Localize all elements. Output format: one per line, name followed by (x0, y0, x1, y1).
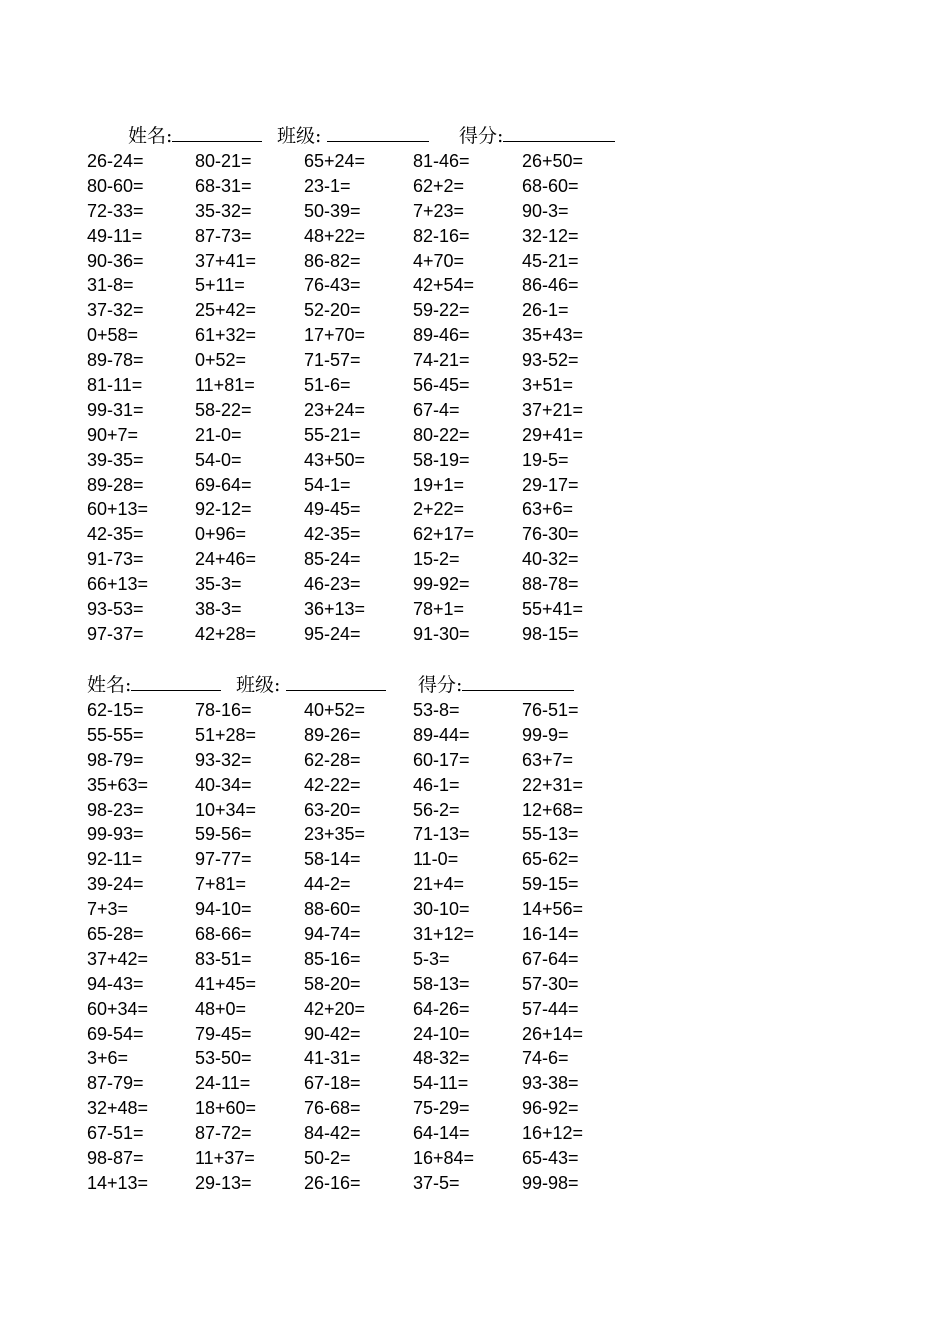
score-label: 得分: (418, 674, 463, 696)
math-problem: 11-0= (413, 849, 459, 870)
math-problem: 48+22= (304, 225, 366, 246)
math-problem: 98-15= (522, 623, 579, 644)
math-problem: 35+43= (522, 325, 584, 346)
math-problem: 41-31= (304, 1048, 361, 1069)
math-problem: 54-1= (304, 474, 351, 495)
math-problem: 62+2= (413, 175, 465, 196)
worksheet-2 (0, 670, 950, 1196)
math-problem: 3+51= (522, 375, 574, 396)
math-problem: 93-53= (87, 599, 144, 620)
math-problem: 85-16= (304, 948, 361, 969)
math-problem: 55+41= (522, 599, 584, 620)
math-problem: 94-74= (304, 924, 361, 945)
problem-row (0, 273, 950, 298)
math-problem: 76-51= (522, 700, 579, 720)
math-problem: 80-22= (413, 424, 470, 445)
math-problem: 26-1= (522, 300, 569, 321)
math-problem: 19-5= (522, 449, 569, 470)
math-problem: 91-73= (87, 549, 144, 570)
problem-row (0, 798, 950, 823)
problem-row (0, 298, 950, 323)
problem-row (0, 398, 950, 423)
score-field (459, 121, 615, 150)
math-problem: 54-0= (195, 449, 242, 470)
problem-row (0, 547, 950, 572)
math-problem: 91-30= (413, 623, 470, 644)
problem-row (0, 473, 950, 498)
math-problem: 42+20= (304, 998, 366, 1019)
math-problem: 93-32= (195, 749, 252, 770)
math-problem: 74-6= (522, 1048, 569, 1069)
math-problem: 90-36= (87, 250, 144, 271)
math-problem: 63-20= (304, 799, 361, 820)
math-problem: 83-51= (195, 948, 252, 969)
math-problem: 38-3= (195, 599, 242, 620)
math-problem: 49-45= (304, 499, 361, 520)
math-problem: 16+12= (522, 1123, 584, 1144)
problem-row (0, 723, 950, 748)
problem-row (0, 872, 950, 897)
math-problem: 5-3= (413, 948, 450, 969)
problem-row (0, 1121, 950, 1146)
math-problem: 74-21= (413, 350, 470, 371)
worksheet-1 (0, 121, 950, 647)
problem-row (0, 174, 950, 199)
math-problem: 80-21= (195, 151, 252, 171)
problem-row (0, 199, 950, 224)
math-problem: 2+22= (413, 499, 465, 520)
math-problem: 76-30= (522, 524, 579, 545)
math-problem: 98-23= (87, 799, 144, 820)
math-problem: 81-46= (413, 151, 470, 171)
math-problem: 14+13= (87, 1172, 149, 1193)
problem-row (0, 847, 950, 872)
math-problem: 87-73= (195, 225, 252, 246)
problem-row (0, 1071, 950, 1096)
math-problem: 43+50= (304, 449, 366, 470)
math-problem: 46-23= (304, 574, 361, 595)
score-label: 得分: (459, 125, 504, 147)
math-problem: 42+54= (413, 275, 475, 296)
math-problem: 69-54= (87, 1023, 144, 1044)
math-problem: 58-19= (413, 449, 470, 470)
math-problem: 90+7= (87, 424, 139, 445)
score-blank[interactable] (503, 121, 615, 142)
math-problem: 40-34= (195, 774, 252, 795)
math-problem: 51-6= (304, 375, 351, 396)
math-problem: 78+1= (413, 599, 465, 620)
math-problem: 52-20= (304, 300, 361, 321)
math-problem: 30-10= (413, 899, 470, 920)
math-problem: 26-16= (304, 1172, 361, 1193)
problem-row (0, 622, 950, 647)
math-problem: 26+50= (522, 151, 584, 171)
math-problem: 39-24= (87, 874, 144, 895)
math-problem: 63+6= (522, 499, 574, 520)
math-problem: 54-11= (413, 1073, 469, 1094)
problem-row (0, 897, 950, 922)
math-problem: 98-87= (87, 1148, 144, 1169)
problem-row (0, 1096, 950, 1121)
math-problem: 64-14= (413, 1123, 470, 1144)
math-problem: 40-32= (522, 549, 579, 570)
math-problem: 57-30= (522, 973, 579, 994)
math-problem: 11+37= (195, 1148, 255, 1169)
math-problem: 55-13= (522, 824, 579, 845)
score-blank[interactable] (462, 670, 574, 691)
math-problem: 35+63= (87, 774, 149, 795)
problem-row (0, 1022, 950, 1047)
math-problem: 61+32= (195, 325, 257, 346)
math-problem: 81-11= (87, 375, 143, 396)
math-problem: 58-22= (195, 399, 252, 420)
problem-row (0, 448, 950, 473)
problem-row (0, 947, 950, 972)
math-problem: 12+68= (522, 799, 584, 820)
math-problem: 14+56= (522, 899, 584, 920)
math-problem: 57-44= (522, 998, 579, 1019)
math-problem: 48+0= (195, 998, 247, 1019)
math-problem: 99-98= (522, 1172, 579, 1193)
problem-row (0, 224, 950, 249)
math-problem: 68-31= (195, 175, 252, 196)
math-problem: 37-5= (413, 1172, 460, 1193)
math-problem: 97-37= (87, 623, 144, 644)
math-problem: 58-20= (304, 973, 361, 994)
name-blank[interactable] (172, 121, 262, 142)
problem-row (0, 572, 950, 597)
math-problem: 56-45= (413, 375, 470, 396)
math-problem: 86-82= (304, 250, 361, 271)
problem-row (0, 972, 950, 997)
class-label: 班级: (236, 674, 281, 696)
math-problem: 96-92= (522, 1098, 579, 1119)
name-label: 姓名: (87, 674, 132, 696)
math-problem: 37+41= (195, 250, 257, 271)
math-problem: 5+11= (195, 275, 245, 296)
math-problem: 37+42= (87, 948, 149, 969)
math-problem: 17+70= (304, 325, 366, 346)
math-problem: 23+35= (304, 824, 366, 845)
math-problem: 75-29= (413, 1098, 470, 1119)
math-problem: 59-22= (413, 300, 470, 321)
math-problem: 25+42= (195, 300, 257, 321)
problem-row (0, 249, 950, 274)
math-problem: 0+52= (195, 350, 247, 371)
math-problem: 62-28= (304, 749, 361, 770)
math-problem: 7+81= (195, 874, 247, 895)
math-problem: 82-16= (413, 225, 470, 246)
math-problem: 40+52= (304, 700, 366, 720)
worksheet-header (0, 121, 950, 149)
math-problem: 58-13= (413, 973, 470, 994)
math-problem: 19+1= (413, 474, 465, 495)
math-problem: 65-43= (522, 1148, 579, 1169)
math-problem: 87-79= (87, 1073, 144, 1094)
class-blank[interactable] (286, 670, 386, 691)
math-problem: 51+28= (195, 724, 257, 745)
math-problem: 99-31= (87, 399, 144, 420)
math-problem: 92-12= (195, 499, 252, 520)
math-problem: 71-57= (304, 350, 361, 371)
math-problem: 80-60= (87, 175, 144, 196)
math-problem: 98-79= (87, 749, 144, 770)
math-problem: 88-78= (522, 574, 579, 595)
math-problem: 21+4= (413, 874, 465, 895)
math-problem: 90-42= (304, 1023, 361, 1044)
math-problem: 0+58= (87, 325, 139, 346)
math-problem: 67-4= (413, 399, 460, 420)
math-problem: 32-12= (522, 225, 579, 246)
math-problem: 31+12= (413, 924, 475, 945)
math-problem: 23+24= (304, 399, 366, 420)
math-problem: 56-2= (413, 799, 460, 820)
class-field (277, 121, 429, 150)
math-problem: 78-16= (195, 700, 252, 720)
math-problem: 45-21= (522, 250, 579, 271)
math-problem: 93-52= (522, 350, 579, 371)
math-problem: 93-38= (522, 1073, 579, 1094)
math-problem: 37+21= (522, 399, 584, 420)
problem-row (0, 348, 950, 373)
class-blank[interactable] (327, 121, 429, 142)
math-problem: 7+3= (87, 899, 129, 920)
math-problem: 7+23= (413, 200, 465, 221)
math-problem: 23-1= (304, 175, 351, 196)
math-problem: 62+17= (413, 524, 475, 545)
worksheet-header (0, 670, 950, 698)
math-problem: 16-14= (522, 924, 579, 945)
problem-row (0, 423, 950, 448)
problem-row (0, 149, 950, 174)
math-problem: 36+13= (304, 599, 366, 620)
math-problem: 95-24= (304, 623, 361, 644)
math-problem: 16+84= (413, 1148, 475, 1169)
math-problem: 42+28= (195, 623, 257, 644)
math-problem: 87-72= (195, 1123, 252, 1144)
math-problem: 60+13= (87, 499, 149, 520)
math-problem: 48-32= (413, 1048, 470, 1069)
math-problem: 44-2= (304, 874, 351, 895)
math-problem: 86-46= (522, 275, 579, 296)
math-problem: 63+7= (522, 749, 574, 770)
math-problem: 49-11= (87, 225, 143, 246)
problem-row (0, 323, 950, 348)
math-problem: 89-44= (413, 724, 470, 745)
math-problem: 97-77= (195, 849, 252, 870)
math-problem: 35-32= (195, 200, 252, 221)
math-problem: 65-28= (87, 924, 144, 945)
math-problem: 67-51= (87, 1123, 144, 1144)
math-problem: 29-17= (522, 474, 579, 495)
math-problem: 64-26= (413, 998, 470, 1019)
math-problem: 89-78= (87, 350, 144, 371)
name-field (87, 670, 221, 699)
math-problem: 92-11= (87, 849, 143, 870)
math-problem: 99-9= (522, 724, 569, 745)
math-problem: 89-28= (87, 474, 144, 495)
problem-row (0, 522, 950, 547)
math-problem: 42-35= (304, 524, 361, 545)
math-problem: 3+6= (87, 1048, 129, 1069)
problem-row (0, 997, 950, 1022)
problem-row (0, 698, 950, 723)
problem-grid (0, 698, 950, 1196)
name-blank[interactable] (131, 670, 221, 691)
math-problem: 66+13= (87, 574, 149, 595)
math-problem: 67-64= (522, 948, 579, 969)
math-problem: 99-92= (413, 574, 470, 595)
math-problem: 42-22= (304, 774, 361, 795)
math-problem: 62-15= (87, 700, 144, 720)
math-problem: 88-60= (304, 899, 361, 920)
class-field (236, 670, 386, 699)
math-problem: 29-13= (195, 1172, 252, 1193)
math-problem: 94-43= (87, 973, 144, 994)
math-problem: 60-17= (413, 749, 470, 770)
problem-row (0, 1171, 950, 1196)
math-problem: 68-60= (522, 175, 579, 196)
math-problem: 67-18= (304, 1073, 361, 1094)
math-problem: 53-50= (195, 1048, 252, 1069)
math-problem: 26+14= (522, 1023, 584, 1044)
math-problem: 39-35= (87, 449, 144, 470)
math-problem: 11+81= (195, 375, 255, 396)
problem-row (0, 597, 950, 622)
math-problem: 10+34= (195, 799, 257, 820)
math-problem: 99-93= (87, 824, 144, 845)
math-problem: 89-46= (413, 325, 470, 346)
math-problem: 22+31= (522, 774, 584, 795)
math-problem: 76-43= (304, 275, 361, 296)
name-label: 姓名: (128, 125, 173, 147)
math-problem: 58-14= (304, 849, 361, 870)
math-problem: 55-21= (304, 424, 361, 445)
math-problem: 60+34= (87, 998, 149, 1019)
math-problem: 76-68= (304, 1098, 361, 1119)
math-problem: 0+96= (195, 524, 247, 545)
problem-row (0, 1146, 950, 1171)
score-field (418, 670, 574, 699)
math-problem: 85-24= (304, 549, 361, 570)
problem-row (0, 773, 950, 798)
math-problem: 89-26= (304, 724, 361, 745)
name-field (128, 121, 262, 150)
math-problem: 41+45= (195, 973, 257, 994)
problem-row (0, 822, 950, 847)
problem-grid (0, 149, 950, 647)
math-problem: 68-66= (195, 924, 252, 945)
math-problem: 50-2= (304, 1148, 351, 1169)
math-problem: 94-10= (195, 899, 252, 920)
problem-row (0, 497, 950, 522)
math-problem: 15-2= (413, 549, 460, 570)
math-problem: 24-10= (413, 1023, 470, 1044)
problem-row (0, 373, 950, 398)
math-problem: 59-56= (195, 824, 252, 845)
math-problem: 29+41= (522, 424, 584, 445)
math-problem: 71-13= (413, 824, 470, 845)
math-problem: 59-15= (522, 874, 579, 895)
math-problem: 24+46= (195, 549, 257, 570)
math-problem: 24-11= (195, 1073, 251, 1094)
math-problem: 84-42= (304, 1123, 361, 1144)
class-label: 班级: (277, 125, 322, 147)
problem-row (0, 748, 950, 773)
math-problem: 46-1= (413, 774, 460, 795)
math-problem: 37-32= (87, 300, 144, 321)
math-problem: 65-62= (522, 849, 579, 870)
math-problem: 53-8= (413, 700, 460, 720)
math-problem: 42-35= (87, 524, 144, 545)
math-problem: 26-24= (87, 151, 144, 171)
math-problem: 72-33= (87, 200, 144, 221)
math-problem: 79-45= (195, 1023, 252, 1044)
problem-row (0, 1046, 950, 1071)
problem-row (0, 922, 950, 947)
math-problem: 18+60= (195, 1098, 257, 1119)
math-problem: 50-39= (304, 200, 361, 221)
math-problem: 4+70= (413, 250, 465, 271)
math-problem: 21-0= (195, 424, 242, 445)
math-problem: 55-55= (87, 724, 144, 745)
math-problem: 35-3= (195, 574, 242, 595)
math-problem: 69-64= (195, 474, 252, 495)
math-problem: 65+24= (304, 151, 366, 171)
math-problem: 31-8= (87, 275, 134, 296)
math-problem: 90-3= (522, 200, 569, 221)
math-problem: 32+48= (87, 1098, 149, 1119)
